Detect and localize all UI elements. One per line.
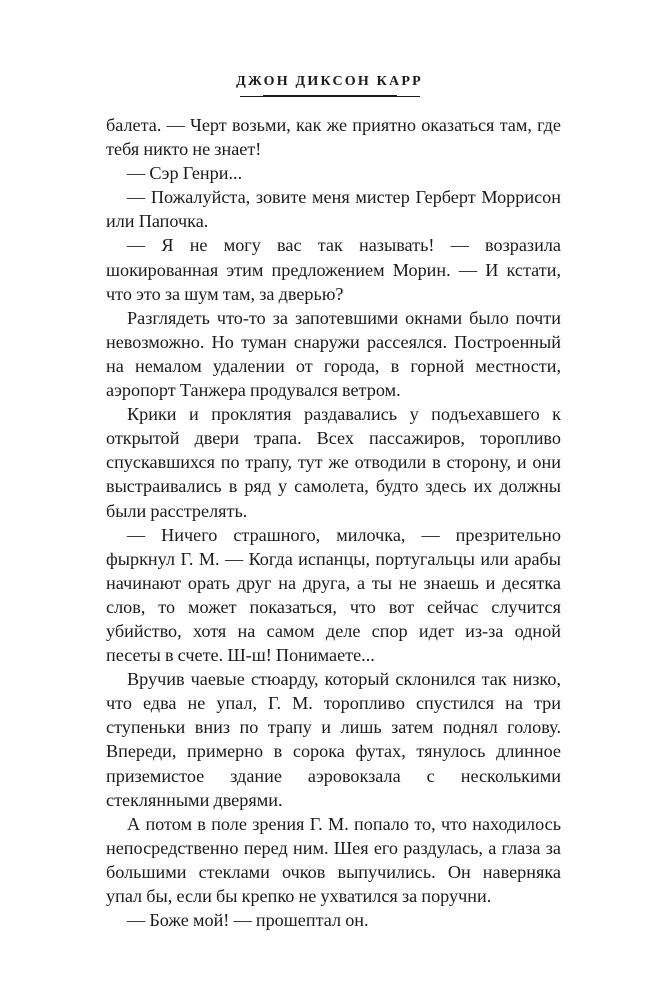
paragraph: — Сэр Генри... [127, 163, 243, 184]
header-rule [263, 95, 397, 97]
paragraph: — Пожалуйста, зовите меня мистер Герберт Моррисон или Папочка. [106, 187, 561, 232]
running-head-author: ДЖОН ДИКСОН КАРР [236, 74, 423, 89]
body-text [106, 113, 561, 932]
paragraph: — Боже мой! — прошептал он. [127, 910, 369, 931]
paragraph: А потом в поле зрения Г. М. попало то, что находилось непосредственно перед ним. Шея его раздулась, а глаза за большими стеклами очков выпучились. Он наверняка упал бы, если бы крепко не ухватился за поручни. [106, 813, 561, 906]
paragraph: Вручив чаевые стюарду, который склонился так низко, что едва не упал, Г. М. торопливо спустился на три ступеньки вниз по трапу и лишь затем поднял голову. Впереди, примерно в сорока футах, тянулось длинное приземистое здание аэровокзала с несколькими стеклянными дверями. [106, 669, 561, 810]
paragraph-continuation: балета. — Черт возьми, как же приятно оказаться там, где тебя никто не знает! [106, 115, 561, 160]
paragraph: Крики и проклятия раздавались у подъехавшего к открытой двери трапа. Всех пассажиров, торопливо спускавшихся по трапу, тут же отводили в сторону, и они выстраивались в ряд у самолета, будто здесь их должны были расстрелять. [106, 404, 561, 521]
paragraph: — Ничего страшного, милочка, — презрительно фыркнул Г. М. — Когда испанцы, португальцы или арабы начинают орать друг на друга, а ты не знаешь и десятка слов, то может показаться, что вот сейчас случится убийство, хотя на самом деле спор идет из-за одной песеты в счете. Ш-ш! Понимаете... [106, 524, 561, 666]
paragraph: Разглядеть что-то за запотевшими окнами было почти невозможно. Но туман снаружи рассеялся. Построенный на немалом удалении от города, в горной местности, аэропорт Танжера продувался ветром. [106, 307, 561, 401]
paragraph: — Я не могу вас так называть! — возразила шокированная этим предложением Морин. — И кстати, что это за шум там, за дверью? [106, 235, 561, 304]
